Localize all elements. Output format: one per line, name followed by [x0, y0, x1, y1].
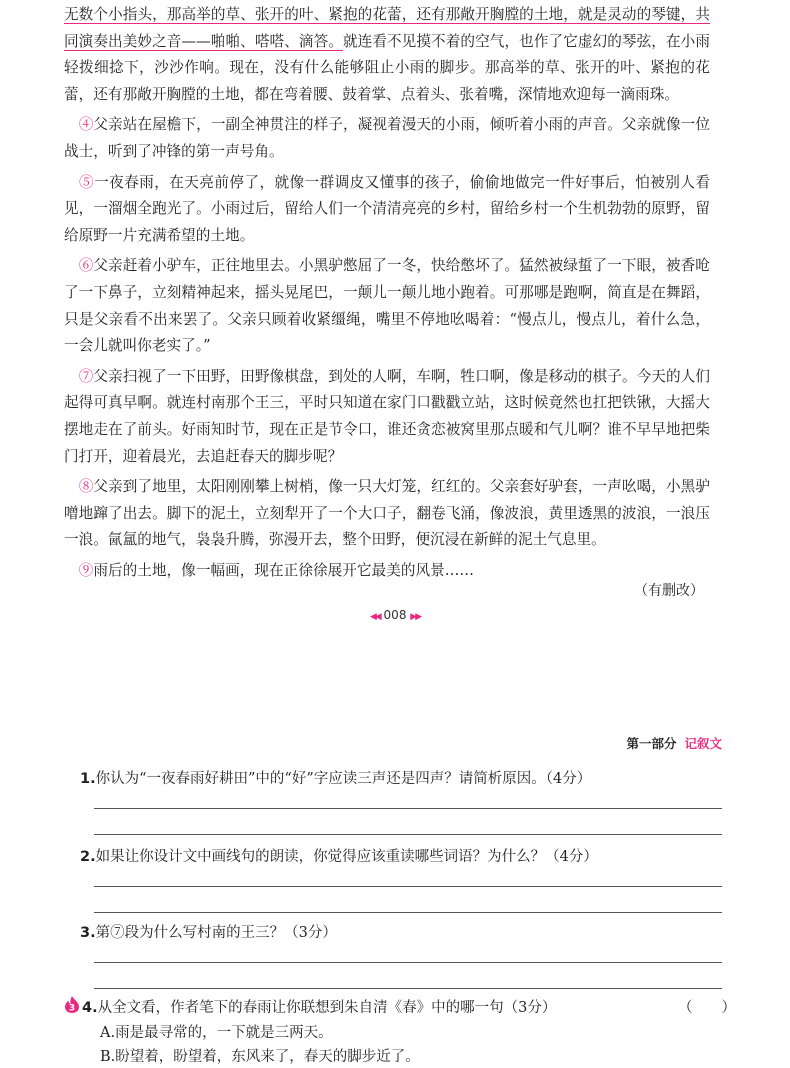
answer-line[interactable] [94, 988, 722, 989]
answer-line[interactable] [94, 808, 722, 809]
paragraph-4 [64, 112, 710, 165]
left-arrow-icon: ◀◀ [369, 612, 380, 622]
question-number: 1. [80, 771, 96, 787]
answer-line[interactable] [94, 962, 722, 963]
paragraph-8 [64, 474, 710, 554]
right-arrow-icon: ▶▶ [410, 612, 421, 622]
question-text: 第⑦段为什么写村南的王三？（3分） [95, 925, 337, 941]
paragraph-number-8: ⑧ [78, 478, 94, 496]
paragraph-5 [64, 170, 710, 250]
answer-line[interactable] [94, 834, 722, 835]
reading-passage [64, 0, 710, 584]
paragraph-3 [64, 2, 710, 108]
question-number: 3. [80, 925, 96, 941]
question-number: 2. [80, 849, 96, 865]
paragraph-number-5: ⑤ [79, 173, 95, 191]
paragraph-8-text: 父亲到了地里，太阳刚刚攀上树梢，像一只大灯笼，红红的。父亲套好驴套，一声吆喝，小黑驴噌地蹿了出去。脚下的泥土，立刻犁开了一个大口子，翻卷飞涌，像波浪，黄里透黑的波浪，一浪压一浪。氤氲的地气，袅袅升腾，弥漫开去，整个田野，便沉浸在新鲜的泥土气息里。 [64, 478, 710, 549]
paragraph-6-text: 父亲赶着小驴车，正往地里去。小黑驴憋屈了一冬，快给憋坏了。猛然被绿蜇了一下眼，被香呛了一下鼻子，立刻精神起来，摇头晃尾巴，一颠儿一颠儿地小跑着。可那哪是跑啊，简直是在舞蹈，只是父亲看不出来罢了。父亲只顾着收紧缰绳，嘴里不停地吆喝着：“慢点儿，慢点儿，着什么急，一会儿就叫你老实了。” [64, 257, 710, 355]
question-text: 如果让你设计文中画线句的朗读，你觉得应该重读哪些词语？为什么？（4分） [95, 849, 598, 865]
paragraph-6 [64, 253, 710, 359]
source-note: （有删改） [634, 583, 704, 599]
question-text: 你认为“一夜春雨好耕田”中的“好”字应读三声还是四声？请简析原因。（4分） [95, 771, 592, 787]
paragraph-7-text: 父亲扫视了一下田野，田野像棋盘，到处的人啊，车啊，牲口啊，像是移动的棋子。今天的人们起得可真早啊。就连村南那个王三，平时只知道在家门口戳戳立站，这时候竟然也扛把铁锹，大摇大摆地走在了前头。好雨知时节，现在正是节令口，谁还贪恋被窝里那点暖和气儿啊？谁不早早地把柴门打开，迎着晨光，去追赶春天的脚步呢？ [64, 367, 710, 465]
question-number: 4. [82, 1000, 98, 1016]
page-number-text: 008 [383, 608, 407, 622]
paragraph-number-6: ⑥ [78, 257, 94, 275]
section-header [626, 734, 722, 752]
answer-line[interactable] [94, 886, 722, 887]
difficulty-level: 3 [68, 1003, 76, 1013]
paragraph-9 [64, 558, 710, 585]
paragraph-number-4: ④ [78, 116, 94, 134]
section-genre: 记叙文 [684, 736, 722, 751]
difficulty-flame-icon [64, 996, 80, 1013]
paragraph-5-text: 一夜春雨，在天亮前停了，就像一群调皮又懂事的孩子，偷偷地做完一件好事后，怕被别人看见，一溜烟全跑光了。小雨过后，留给人们一个清清亮亮的乡村，留给乡村一个生机勃勃的原野，留给原野一片充满希望的土地。 [64, 173, 710, 244]
page-number [0, 608, 790, 622]
paragraph-4-text: 父亲站在屋檐下，一副全神贯注的样子，凝视着漫天的小雨，倾听着小雨的声音。父亲就像一位战士，听到了冲锋的第一声号角。 [64, 116, 710, 160]
question-3 [80, 921, 730, 942]
paragraph-number-9: ⑨ [78, 561, 94, 579]
paragraph-3-rest: 就连看不见摸不着的空气，也作了它虚幻的琴弦，在小雨轻拨细捻下，沙沙作响。现在，没有什么能够阻止小雨的脚步。那高举的草、张开的叶、紧抱的花蕾，还有那敞开胸膛的土地，都在弯着腰、鼓着掌、点着头、张着嘴，深情地欢迎每一滴雨珠。 [64, 32, 710, 103]
underlined-sentence: 无数个小指头，那高举的草、张开的叶、紧抱的花蕾，还有那敞开胸膛的土地，就是灵动的琴键，共同演奏出美妙之音——啪啪、嗒嗒、滴答。 [64, 6, 710, 50]
answer-line[interactable] [94, 912, 722, 913]
answer-bracket[interactable]: （ ） [678, 1000, 736, 1016]
question-1 [80, 767, 730, 788]
question-4 [82, 996, 732, 1017]
paragraph-9-text: 雨后的土地，像一幅画，现在正徐徐展开它最美的风景…… [93, 561, 475, 579]
question-2 [80, 845, 730, 866]
option-b[interactable]: B.盼望着，盼望着，东风来了，春天的脚步近了。 [100, 1049, 420, 1065]
paragraph-7 [64, 364, 710, 470]
question-text: 从全文看，作者笔下的春雨让你联想到朱自清《春》中的哪一句（3分） [97, 1000, 557, 1016]
section-part: 第一部分 [626, 736, 677, 751]
option-a[interactable]: A.雨是最寻常的，一下就是三两天。 [100, 1025, 333, 1041]
paragraph-number-7: ⑦ [78, 367, 94, 385]
